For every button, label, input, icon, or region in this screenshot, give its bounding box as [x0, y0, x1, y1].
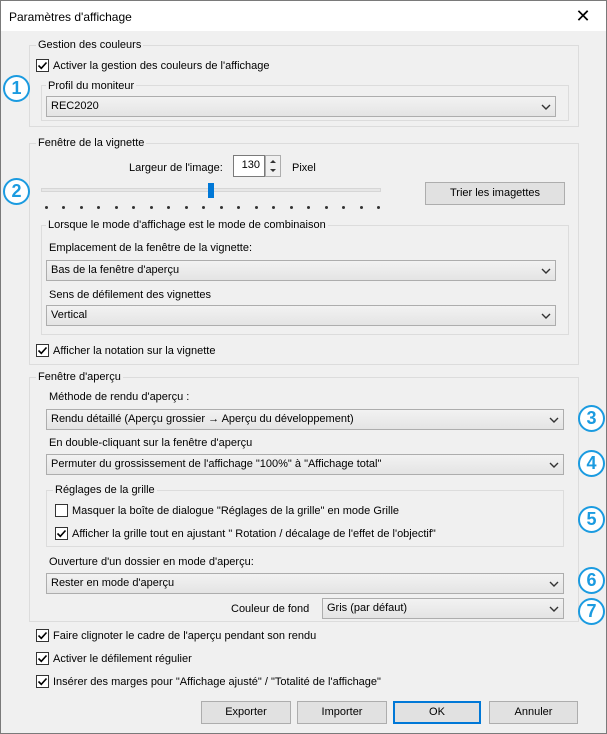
- enable-color-management-checkbox[interactable]: [36, 59, 49, 72]
- callout-badge-1: 1: [3, 75, 30, 102]
- scroll-direction-value: Vertical: [51, 309, 88, 321]
- chevron-down-icon: [541, 266, 551, 276]
- background-color-select[interactable]: [322, 598, 564, 619]
- double-click-label: En double-cliquant sur la fenêtre d'aperçu: [49, 437, 253, 449]
- image-width-unit: Pixel: [292, 162, 316, 174]
- slider-tick: [80, 206, 83, 209]
- scroll-direction-select[interactable]: [46, 305, 556, 326]
- checkmark-icon: [37, 60, 48, 71]
- color-management-title: Gestion des couleurs: [38, 39, 142, 51]
- close-icon[interactable]: ✕: [575, 5, 591, 26]
- slider-tick: [115, 206, 118, 209]
- thumbnail-window-title: Fenêtre de la vignette: [38, 137, 145, 149]
- double-click-select[interactable]: [46, 454, 564, 475]
- folder-open-label: Ouverture d'un dossier en mode d'aperçu:: [49, 556, 254, 568]
- chevron-down-icon: [549, 415, 559, 425]
- chevron-down-icon: [541, 311, 551, 321]
- checkmark-icon: [37, 630, 48, 641]
- callout-badge-5: 5: [578, 506, 605, 533]
- slider-tick: [325, 206, 328, 209]
- folder-open-value: Rester en mode d'aperçu: [51, 577, 175, 589]
- monitor-profile-select[interactable]: [46, 96, 556, 117]
- double-click-value: Permuter du grossissement de l'affichage "100%" à "Affichage total": [51, 458, 382, 470]
- callout-badge-2: 2: [3, 178, 30, 205]
- preview-window-title: Fenêtre d'aperçu: [38, 371, 121, 383]
- callout-badge-7: 7: [578, 598, 605, 625]
- chevron-down-icon: [549, 579, 559, 589]
- import-button[interactable]: Importer: [297, 701, 387, 724]
- slider-tick: [377, 206, 380, 209]
- render-method-select[interactable]: [46, 409, 564, 430]
- hide-grid-dialog-label: Masquer la boîte de dialogue "Réglages de la grille" en mode Grille: [72, 505, 400, 517]
- hide-grid-dialog-checkbox[interactable]: [55, 504, 68, 517]
- slider-tick: [255, 206, 258, 209]
- checkmark-icon: [37, 676, 48, 687]
- insert-margins-label: Insérer des marges pour "Affichage ajusté" / "Totalité de l'affichage": [53, 676, 381, 688]
- checkmark-icon: [56, 528, 67, 539]
- window-title: Paramètres d'affichage: [9, 10, 132, 24]
- blink-preview-frame-label: Faire clignoter le cadre de l'aperçu pendant son rendu: [53, 630, 317, 642]
- smooth-scroll-label: Activer le défilement régulier: [53, 653, 192, 665]
- thumbnail-size-slider-thumb[interactable]: [208, 183, 214, 198]
- image-width-spinner[interactable]: [265, 155, 281, 177]
- monitor-profile-value: REC2020: [51, 100, 99, 112]
- title-bar: [1, 1, 606, 31]
- ok-button[interactable]: OK: [393, 701, 481, 724]
- thumbnail-location-value: Bas de la fenêtre d'aperçu: [51, 264, 180, 276]
- callout-badge-4: 4: [578, 450, 605, 477]
- callout-badge-3: 3: [578, 405, 605, 432]
- slider-tick: [360, 206, 363, 209]
- image-width-input[interactable]: 130: [233, 155, 265, 177]
- thumbnail-location-select[interactable]: [46, 260, 556, 281]
- show-grid-adjust-label: Afficher la grille tout en ajustant " Rotation / décalage de l'effet de l'objectif": [72, 528, 436, 540]
- smooth-scroll-checkbox[interactable]: [36, 652, 49, 665]
- background-color-label: Couleur de fond: [231, 603, 310, 615]
- render-method-value: Rendu détaillé (Aperçu grossier → Aperçu du développement): [51, 413, 354, 425]
- folder-open-select[interactable]: [46, 573, 564, 594]
- slider-tick: [45, 206, 48, 209]
- sort-thumbnails-button[interactable]: Trier les imagettes: [425, 182, 565, 205]
- callout-badge-6: 6: [578, 567, 605, 594]
- thumbnail-location-label: Emplacement de la fenêtre de la vignette:: [49, 242, 253, 254]
- checkmark-icon: [37, 653, 48, 664]
- show-rating-checkbox[interactable]: [36, 344, 49, 357]
- background-color-value: Gris (par défaut): [327, 602, 408, 614]
- chevron-down-icon: [549, 604, 559, 614]
- monitor-profile-title: Profil du moniteur: [48, 80, 135, 92]
- render-method-label: Méthode de rendu d'aperçu :: [49, 391, 190, 403]
- cancel-button[interactable]: Annuler: [489, 701, 578, 724]
- slider-tick: [150, 206, 153, 209]
- show-rating-label: Afficher la notation sur la vignette: [53, 345, 216, 357]
- show-grid-adjust-checkbox[interactable]: [55, 527, 68, 540]
- export-button[interactable]: Exporter: [201, 701, 291, 724]
- slider-tick: [185, 206, 188, 209]
- grid-settings-title: Réglages de la grille: [55, 484, 155, 496]
- image-width-label: Largeur de l'image:: [129, 162, 223, 174]
- chevron-down-icon: [549, 460, 559, 470]
- insert-margins-checkbox[interactable]: [36, 675, 49, 688]
- spinner-arrows-icon: [266, 156, 280, 176]
- slider-tick: [290, 206, 293, 209]
- slider-tick: [220, 206, 223, 209]
- chevron-down-icon: [541, 102, 551, 112]
- scroll-direction-label: Sens de défilement des vignettes: [49, 289, 212, 301]
- enable-color-management-label: Activer la gestion des couleurs de l'affichage: [53, 60, 270, 72]
- combination-mode-title: Lorsque le mode d'affichage est le mode de combinaison: [48, 219, 326, 231]
- checkmark-icon: [37, 345, 48, 356]
- blink-preview-frame-checkbox[interactable]: [36, 629, 49, 642]
